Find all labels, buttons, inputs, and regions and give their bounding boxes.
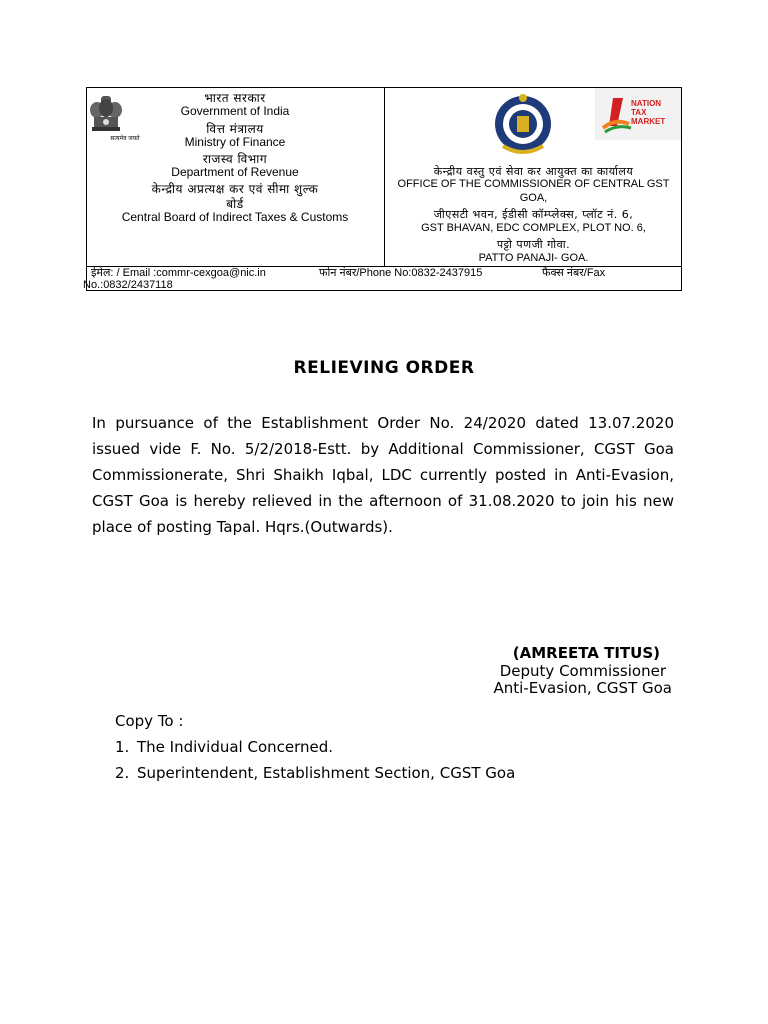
page-title: RELIEVING ORDER [293,358,475,378]
list-number: 1. [115,738,130,756]
fax-line [83,279,173,291]
ntm-logo-icon [595,88,681,140]
signatory-office: Anti-Evasion, CGST Goa [493,679,672,697]
address-line2: PATTO PANAJI- GOA. [478,252,589,264]
phone-value: 0832-2437915 [411,267,483,279]
office-line1: OFFICE OF THE COMMISSIONER OF CENTRAL GST [397,178,670,190]
board-label: Central Board of Indirect Taxes & Customs [121,210,349,224]
hindi-department: राजस्व विभाग [202,152,268,166]
nation-tax-market-logo [595,88,681,140]
ntm-line2: TAX [631,108,647,117]
order-body: In pursuance of the Establishment Order No. 24/2020 dated 13.07.2020 issued vide F. No. 5/2/2018-Estt. by Additional Commissioner, CGST Goa Commissionerate, Shri Shaikh Iqbal, LDC currently posted in Anti-Evasion, CGST Goa is hereby relieved in the afternoon of 31.08.2020 to join his new place of posting Tapal. Hqrs.(Outwards). [92,414,674,536]
government-label: Government of India [180,104,290,118]
hindi-ministry: वित्त मंत्रालय [206,122,264,136]
list-item [115,764,515,782]
hindi-address-line2: पट्टो पणजी गोवा. [496,238,571,251]
fax-value: 0832/2437118 [103,279,173,291]
hindi-government: भारत सरकार [204,91,266,105]
phone-line [319,267,482,279]
signatory-designation: Deputy Commissioner [499,662,666,680]
signatory-name: (AMREETA TITUS) [512,644,660,662]
office-line2: GOA, [519,192,548,204]
hindi-board-line2: बोर्ड [226,197,244,211]
ministry-label: Ministry of Finance [184,135,286,149]
email-label: ईमेल: / Email : [91,267,157,279]
address-line1: GST BHAVAN, EDC COMPLEX, PLOT NO. 6, [421,222,646,234]
hindi-address-line1: जीएसटी भवन, ईडीसी कॉम्प्लेक्स, प्लॉट नं. 6, [433,208,634,221]
phone-label: फोन नंबर/Phone No: [319,267,412,279]
letterhead [83,87,682,291]
list-number: 2. [115,764,130,782]
cbic-logo-icon [493,92,553,156]
list-text: Superintendent, Establishment Section, CGST Goa [137,764,516,782]
email-value[interactable]: commr-cexgoa@nic.in [156,267,266,279]
list-item [115,738,333,756]
hindi-board-line1: केन्द्रीय अप्रत्यक्ष कर एवं सीमा शुल्क [151,182,319,196]
hindi-office: केन्द्रीय वस्तु एवं सेवा कर आयुक्त का कार्यालय [433,165,634,178]
letterhead-right-panel [385,88,682,266]
letterhead-left-panel: सत्यमेव जयते भारत सरकार Government of India वित्त मंत्रालय Ministry of Finance राजस्व विभाग Department of Revenue केन्द्रीय अप्रत्यक्ष कर एवं सीमा शुल्क बोर्ड Central Board of Indirect Taxes & Customs [87,88,385,266]
ntm-line3: MARKET [631,117,666,126]
ntm-line1: NATION [631,99,662,108]
fax-prefix: No.: [83,279,104,291]
department-label: Department of Revenue [171,165,299,179]
copy-to-label: Copy To : [115,712,184,730]
list-text: The Individual Concerned. [137,738,334,756]
contact-bar [83,266,681,291]
fax-label: फैक्स नंबर/Fax [542,267,606,279]
email-line [91,267,266,279]
